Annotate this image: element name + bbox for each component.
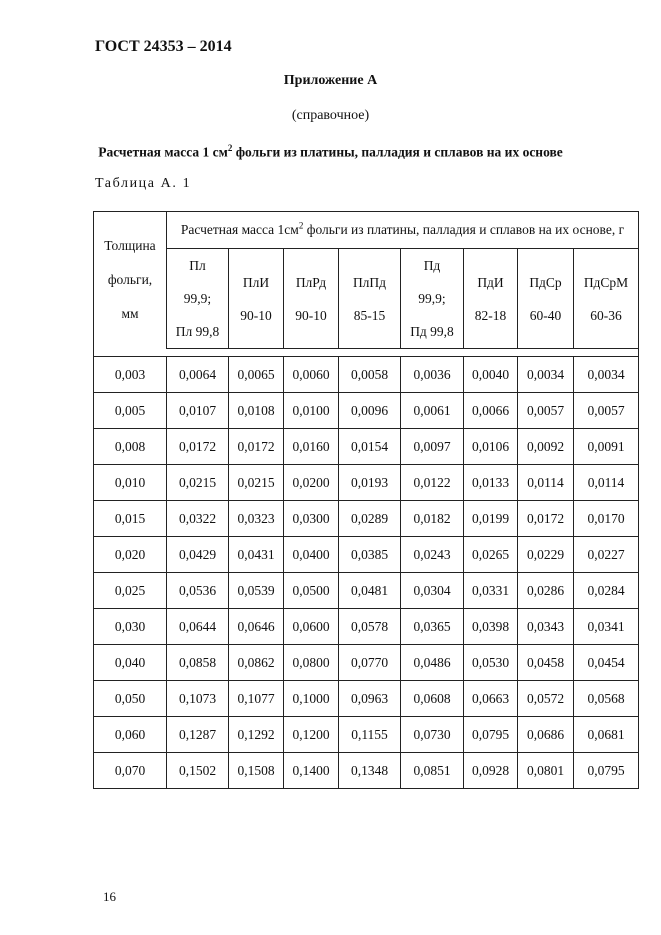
- header-spacer: [94, 349, 639, 357]
- appendix-heading: Приложение А: [283, 73, 378, 88]
- mass-cell: 0,0154: [339, 429, 401, 465]
- thickness-cell: 0,025: [94, 573, 167, 609]
- mass-cell: 0,0064: [167, 357, 229, 393]
- table-row: [94, 357, 639, 393]
- mass-cell: 0,0858: [167, 645, 229, 681]
- mass-cell: 0,0286: [518, 573, 574, 609]
- mass-cell: 0,0182: [401, 501, 464, 537]
- mass-cell: 0,1348: [339, 753, 401, 789]
- mass-cell: 0,0040: [464, 357, 518, 393]
- mass-cell: 0,0065: [229, 357, 284, 393]
- mass-cell: 0,0036: [401, 357, 464, 393]
- table-row: [94, 465, 639, 501]
- mass-cell: 0,0215: [229, 465, 284, 501]
- mass-cell: 0,0801: [518, 753, 574, 789]
- mass-cell: 0,0578: [339, 609, 401, 645]
- mass-cell: 0,0170: [574, 501, 639, 537]
- mass-cell: 0,0429: [167, 537, 229, 573]
- mass-cell: 0,0572: [518, 681, 574, 717]
- column-header-line: Пд 99,8: [410, 324, 454, 339]
- mass-cell: 0,0644: [167, 609, 229, 645]
- standard-number: ГОСТ 24353 – 2014: [95, 38, 232, 55]
- mass-cell: 0,0928: [464, 753, 518, 789]
- mass-cell: 0,0323: [229, 501, 284, 537]
- column-header-line: 60-36: [590, 307, 622, 323]
- mass-cell: 0,0458: [518, 645, 574, 681]
- mass-cell: 0,0400: [284, 537, 339, 573]
- column-header: [167, 249, 229, 349]
- mass-cell: 0,0963: [339, 681, 401, 717]
- column-header-line: 99,9;: [183, 291, 212, 306]
- mass-cell: 0,0061: [401, 393, 464, 429]
- mass-cell: 0,0322: [167, 501, 229, 537]
- mass-cell: 0,0057: [574, 393, 639, 429]
- mass-cell: 0,1077: [229, 681, 284, 717]
- column-header-line: 60-40: [529, 307, 562, 323]
- mass-cell: 0,0227: [574, 537, 639, 573]
- mass-cell: 0,0385: [339, 537, 401, 573]
- mass-cell: 0,0107: [167, 393, 229, 429]
- appendix-title-text-end: фольги из платины, палладия и сплавов на их основе: [232, 144, 563, 160]
- mass-cell: 0,0539: [229, 573, 284, 609]
- column-header: [464, 249, 518, 349]
- column-header-line: ПдИ: [477, 274, 504, 290]
- thickness-cell: 0,040: [94, 645, 167, 681]
- mass-cell: 0,0193: [339, 465, 401, 501]
- table-row: [94, 609, 639, 645]
- table-row: [94, 393, 639, 429]
- column-header-line: ПдСр: [529, 274, 562, 290]
- appendix-type: (справочное): [291, 108, 370, 123]
- thickness-header-line: мм: [121, 306, 139, 322]
- mass-cell: 0,0568: [574, 681, 639, 717]
- column-header-line: 90-10: [240, 307, 272, 323]
- mass-cell: 0,1000: [284, 681, 339, 717]
- mass-cell: 0,0800: [284, 645, 339, 681]
- table-row: [94, 429, 639, 465]
- mass-cell: 0,0034: [518, 357, 574, 393]
- mass-cell: 0,1073: [167, 681, 229, 717]
- mass-cell: 0,0114: [518, 465, 574, 501]
- mass-cell: 0,0341: [574, 609, 639, 645]
- mass-cell: 0,0060: [284, 357, 339, 393]
- mass-cell: 0,0215: [167, 465, 229, 501]
- mass-cell: 0,0108: [229, 393, 284, 429]
- column-header-line: Пл 99,8: [175, 324, 220, 339]
- column-header-line: ПлИ: [242, 274, 270, 290]
- group-header: [167, 212, 639, 249]
- table-label: Таблица А. 1: [95, 176, 192, 191]
- appendix-title: [0, 143, 661, 161]
- mass-cell: 0,0663: [464, 681, 518, 717]
- mass-cell: 0,0851: [401, 753, 464, 789]
- thickness-cell: 0,020: [94, 537, 167, 573]
- mass-cell: 0,0398: [464, 609, 518, 645]
- mass-cell: 0,0106: [464, 429, 518, 465]
- thickness-cell: 0,015: [94, 501, 167, 537]
- mass-cell: 0,0284: [574, 573, 639, 609]
- mass-cell: 0,0172: [167, 429, 229, 465]
- mass-cell: 0,0133: [464, 465, 518, 501]
- mass-cell: 0,0057: [518, 393, 574, 429]
- column-header-line: ПлРд: [295, 274, 327, 290]
- appendix-title-text: Расчетная масса 1 см: [98, 144, 228, 160]
- mass-cell: 0,0486: [401, 645, 464, 681]
- column-header-line: 90-10: [295, 307, 327, 323]
- thickness-cell: 0,010: [94, 465, 167, 501]
- column-header-line: Пл: [189, 258, 206, 273]
- mass-cell: 0,0092: [518, 429, 574, 465]
- column-header-line: 85-15: [353, 307, 386, 323]
- mass-cell: 0,1508: [229, 753, 284, 789]
- column-header: [284, 249, 339, 349]
- mass-cell: 0,0172: [518, 501, 574, 537]
- mass-cell: 0,0160: [284, 429, 339, 465]
- table-row: [94, 681, 639, 717]
- mass-cell: 0,0500: [284, 573, 339, 609]
- page-number: 16: [103, 889, 116, 904]
- mass-cell: 0,0646: [229, 609, 284, 645]
- thickness-cell: 0,005: [94, 393, 167, 429]
- appendix-title-superscript: 2: [227, 143, 233, 153]
- mass-cell: 0,0200: [284, 465, 339, 501]
- thickness-cell: 0,003: [94, 357, 167, 393]
- mass-cell: 0,0199: [464, 501, 518, 537]
- mass-cell: 0,0795: [464, 717, 518, 753]
- mass-table: [93, 211, 639, 789]
- thickness-cell: 0,050: [94, 681, 167, 717]
- group-header-text-end: фольги из платины, палладия и сплавов на их основе, г: [303, 222, 625, 237]
- table-row: [94, 537, 639, 573]
- mass-cell: 0,0795: [574, 753, 639, 789]
- mass-cell: 0,0096: [339, 393, 401, 429]
- mass-cell: 0,0681: [574, 717, 639, 753]
- column-header: [229, 249, 284, 349]
- mass-cell: 0,0289: [339, 501, 401, 537]
- table-row: [94, 717, 639, 753]
- column-header-line: ПлПд: [352, 274, 387, 290]
- mass-cell: 0,0172: [229, 429, 284, 465]
- column-header: [339, 249, 401, 349]
- mass-cell: 0,0536: [167, 573, 229, 609]
- mass-cell: 0,0730: [401, 717, 464, 753]
- thickness-cell: 0,008: [94, 429, 167, 465]
- table-row: [94, 753, 639, 789]
- mass-cell: 0,0481: [339, 573, 401, 609]
- column-header: [518, 249, 574, 349]
- group-header-superscript: 2: [298, 220, 304, 231]
- mass-cell: 0,0265: [464, 537, 518, 573]
- mass-cell: 0,0229: [518, 537, 574, 573]
- column-header-line: 99,9;: [418, 291, 446, 306]
- table-row: [94, 501, 639, 537]
- mass-cell: 0,0600: [284, 609, 339, 645]
- mass-cell: 0,0066: [464, 393, 518, 429]
- column-header: [574, 249, 639, 349]
- mass-cell: 0,0686: [518, 717, 574, 753]
- thickness-cell: 0,070: [94, 753, 167, 789]
- mass-cell: 0,0862: [229, 645, 284, 681]
- mass-cell: 0,0058: [339, 357, 401, 393]
- mass-cell: 0,0091: [574, 429, 639, 465]
- thickness-header-line: Толщина: [104, 238, 156, 254]
- column-header-line: 82-18: [474, 307, 507, 323]
- mass-cell: 0,1155: [339, 717, 401, 753]
- mass-cell: 0,0770: [339, 645, 401, 681]
- mass-cell: 0,1200: [284, 717, 339, 753]
- thickness-cell: 0,030: [94, 609, 167, 645]
- mass-cell: 0,0343: [518, 609, 574, 645]
- mass-cell: 0,0431: [229, 537, 284, 573]
- mass-cell: 0,0097: [401, 429, 464, 465]
- column-header-line: ПдСрМ: [583, 274, 629, 290]
- mass-cell: 0,0331: [464, 573, 518, 609]
- mass-cell: 0,0608: [401, 681, 464, 717]
- mass-cell: 0,0300: [284, 501, 339, 537]
- thickness-header: [94, 212, 167, 349]
- mass-cell: 0,1502: [167, 753, 229, 789]
- mass-cell: 0,0114: [574, 465, 639, 501]
- mass-cell: 0,0530: [464, 645, 518, 681]
- mass-cell: 0,0454: [574, 645, 639, 681]
- mass-cell: 0,0034: [574, 357, 639, 393]
- mass-cell: 0,0122: [401, 465, 464, 501]
- mass-cell: 0,0100: [284, 393, 339, 429]
- mass-cell: 0,1400: [284, 753, 339, 789]
- mass-cell: 0,0304: [401, 573, 464, 609]
- column-header: [401, 249, 464, 349]
- column-header-line: Пд: [423, 258, 441, 273]
- mass-cell: 0,0365: [401, 609, 464, 645]
- mass-cell: 0,0243: [401, 537, 464, 573]
- group-header-text: Расчетная масса 1см: [180, 222, 299, 237]
- thickness-header-line: фольги,: [107, 272, 153, 288]
- mass-cell: 0,1292: [229, 717, 284, 753]
- table-row: [94, 645, 639, 681]
- table-row: [94, 573, 639, 609]
- mass-cell: 0,1287: [167, 717, 229, 753]
- thickness-cell: 0,060: [94, 717, 167, 753]
